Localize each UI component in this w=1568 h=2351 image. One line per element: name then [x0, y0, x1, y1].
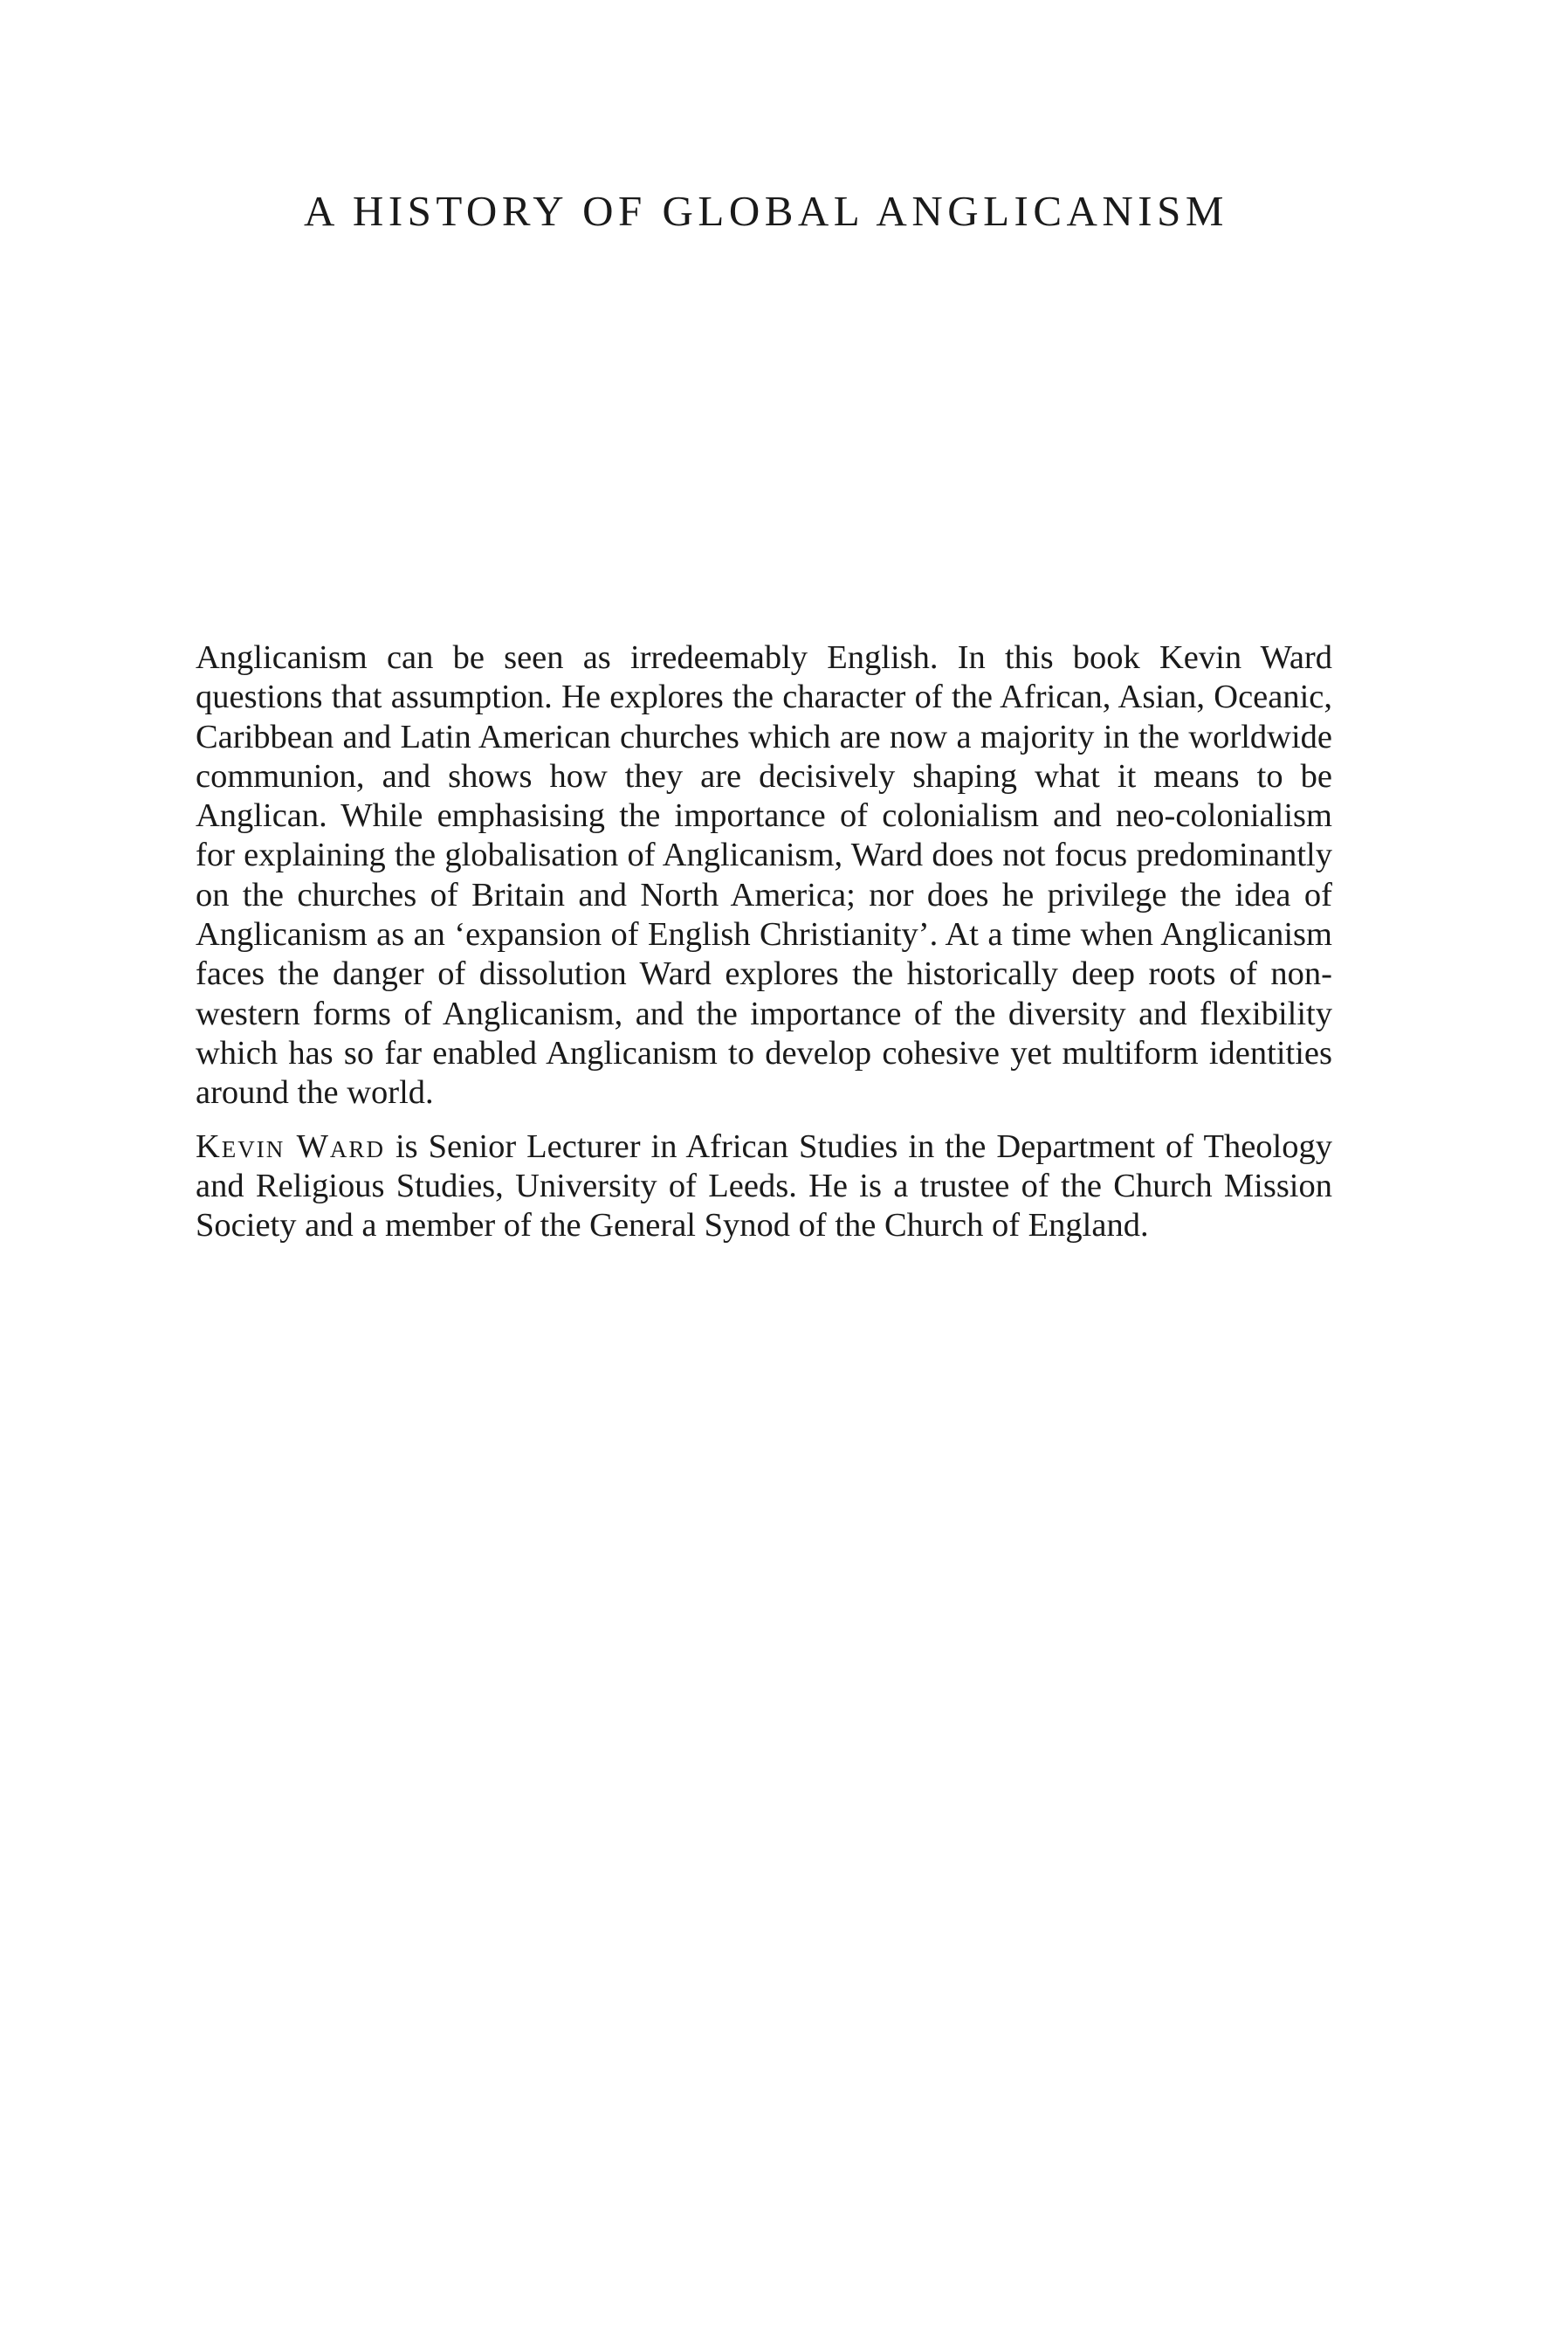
book-description: Anglicanism can be seen as irredeemably English. In this book Kevin Ward questions that assumption. He explores the character of the African, Asian, Oceanic, Caribbean and Latin American churches which are now a majority in the worldwide communion, and shows how they are decisively shaping what it means to be Anglican. While emphasising the importance of colonialism and neo-colonialism for explaining the globalisation of Anglicanism, Ward does not focus predominantly on the churches of Britain and North America; nor does he privilege the idea of Anglicanism as an ‘expansion of English Christianity’. At a time when Anglicanism faces the danger of dissolution Ward explores the historically deep roots of non-western forms of Anglicanism, and the importance of the diversity and flexibility which has so far enabled Anglicanism to develop cohesive yet multiform identities around the world. — [196, 639, 1332, 1112]
blurb-content — [196, 638, 1332, 1245]
author-bio — [196, 1127, 1332, 1246]
author-bio-text: is Senior Lecturer in African Studies in the Department of Theology and Religious Studies, University of Leeds. He is a trustee of the Church Mission Society and a member of the General Synod of the Church of England. — [196, 1127, 1332, 1244]
book-title: A HISTORY OF GLOBAL ANGLICANISM — [304, 187, 1228, 235]
author-name: Kevin Ward — [196, 1127, 385, 1165]
